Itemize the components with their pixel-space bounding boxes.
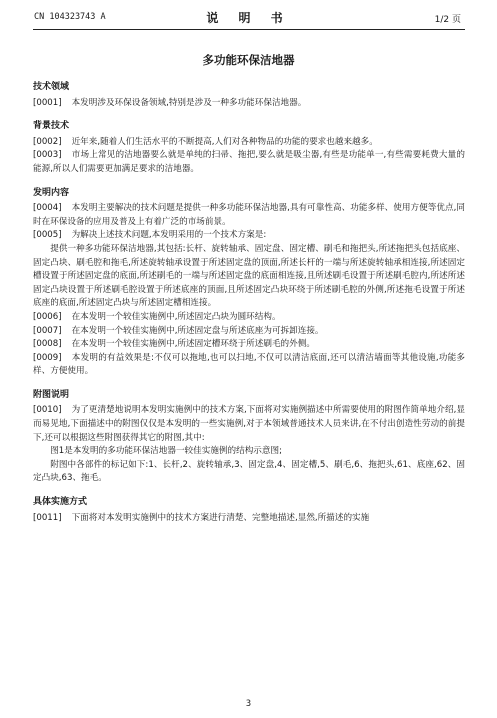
page-indicator: 1/2 页 bbox=[434, 15, 461, 25]
header-rule bbox=[33, 29, 465, 30]
paragraph-number: [0004] bbox=[33, 203, 62, 214]
paragraph-number: [0009] bbox=[33, 352, 62, 363]
document-title: 多功能环保洁地器 bbox=[202, 53, 295, 67]
paragraph-number: [0007] bbox=[33, 325, 62, 336]
paragraph-0010 bbox=[33, 404, 465, 445]
paragraph-text: 本发明的有益效果是:不仅可以拖地,也可以扫地,不仅可以清洁底面,还可以清洁墙面等其他设施,功能多样、方便使用。 bbox=[33, 352, 465, 377]
paragraph-text: 本发明主要解决的技术问题是提供一种多功能环保洁地器,具有可靠性高、功能多样、使用方便等优点,同时在环保设备的应用及普及上有着广泛的市场前景。 bbox=[33, 203, 465, 227]
paragraph-text: 下面将对本发明实施例中的技术方案进行清楚、完整地描述,显然,所描述的实施 bbox=[71, 512, 370, 523]
paragraph-0006 bbox=[33, 311, 465, 325]
paragraph-text: 为了更清楚地说明本发明实施例中的技术方案,下面将对实施例描述中所需要使用的附图作简单地介绍,显而易见地,下面描述中的附图仅仅是本发明的一些实施例,对于本领域普通技术人员来讲,在不付出创造性劳动的前提下,还可以根据这些附图获得其它的附图,其中: bbox=[33, 405, 465, 443]
paragraph-0004 bbox=[33, 202, 465, 229]
document-body bbox=[33, 78, 465, 525]
section-heading-embodiments: 具体实施方式 bbox=[33, 497, 88, 508]
paragraph-text: 在本发明一个较佳实施例中,所述固定凸块为圆环结构。 bbox=[71, 311, 281, 322]
paragraph-text: 近年来,随着人们生活水平的不断提高,人们对各种物品的功能的要求也越来越多。 bbox=[71, 136, 378, 147]
paragraph-0011 bbox=[33, 512, 465, 526]
paragraph-number: [0006] bbox=[33, 311, 62, 322]
paragraph-text: 在本发明一个较佳实施例中,所述固定盘与所述底座为可拆卸连接。 bbox=[71, 325, 324, 336]
section-heading-summary: 发明内容 bbox=[33, 187, 70, 198]
paragraph-text: 在本发明一个较佳实施例中,所述固定槽环绕于所述刷毛的外侧。 bbox=[71, 339, 315, 350]
paragraph-text: 为解决上述技术问题,本发明采用的一个技术方案是: bbox=[71, 230, 267, 241]
paragraph-0007 bbox=[33, 325, 465, 339]
paragraph-number: [0010] bbox=[33, 405, 62, 416]
paragraph-number: [0002] bbox=[33, 136, 62, 147]
part-labels: 附图中各部件的标记如下:1、长杆,2、旋转轴承,3、固定盘,4、固定槽,5、刷毛,6、拖把头,61、底座,62、固定凸块,63、拖毛。 bbox=[33, 459, 465, 484]
paragraph-0009 bbox=[33, 352, 465, 379]
paragraph-text: 市场上常见的洁地器要么就是单纯的扫帚、拖把,要么就是吸尘器,有些是功能单一,有些需要耗费大量的能源,所以人们需要更加满足要求的洁地器。 bbox=[33, 150, 465, 174]
paragraph-0001 bbox=[33, 97, 465, 111]
paragraph-0003 bbox=[33, 149, 465, 176]
patent-number: CN 104323743 A bbox=[34, 12, 106, 22]
section-heading-tech-field: 技术领域 bbox=[33, 82, 70, 92]
section-heading-background: 背景技术 bbox=[33, 121, 70, 132]
paragraph-number: [0011] bbox=[33, 512, 62, 523]
page-number: 3 bbox=[245, 699, 252, 709]
document-type: 说 明 书 bbox=[206, 11, 291, 25]
paragraph-number: [0003] bbox=[33, 150, 62, 161]
paragraph-0005 bbox=[33, 229, 465, 243]
paragraph-number: [0008] bbox=[33, 339, 62, 350]
paragraph-number: [0001] bbox=[33, 97, 62, 108]
paragraph-0005-body: 提供一种多功能环保洁地器,其包括:长杆、旋转轴承、固定盘、固定槽、刷毛和拖把头,所述拖把头包括底座、固定凸块、刷毛腔和拖毛,所述旋转轴承设置于所述固定盘的顶面,所述长杆的一端与所述旋转轴承相连接,所述固定槽设置于所述固定盘的底面,所述刷毛的一端与所述固定盘的底面相连接,且所述刷毛设置于所述刷毛腔内,所述所述固定凸块设置于所述刷毛腔设置于所述底座的顶面,且所述固定凸块环绕于所述刷毛腔的外侧,所述拖毛设置于所述底座的底面,所述固定凸块与所述固定槽相连接。 bbox=[33, 243, 465, 309]
paragraph-number: [0005] bbox=[33, 230, 62, 241]
paragraph-text: 本发明涉及环保设备领域,特别是涉及一种多功能环保洁地器。 bbox=[71, 97, 307, 108]
paragraph-0008 bbox=[33, 338, 465, 352]
figure-1-caption: 图1是本发明的多功能环保洁地器一较佳实施例的结构示意图; bbox=[50, 446, 282, 457]
section-heading-drawings: 附图说明 bbox=[33, 389, 70, 400]
paragraph-0002 bbox=[33, 136, 465, 150]
